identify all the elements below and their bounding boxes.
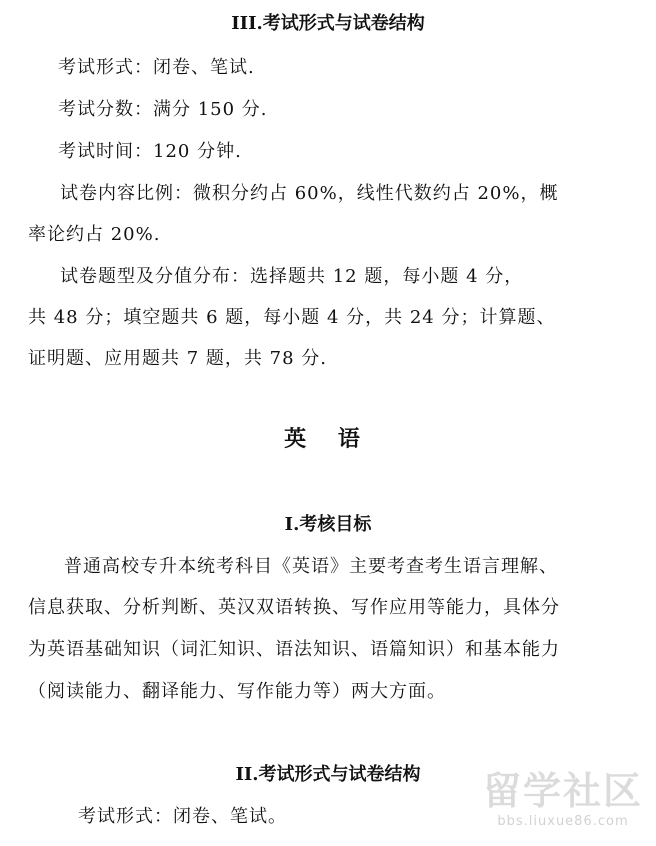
section-eng-1-title: I.考核目标: [284, 514, 372, 535]
section-eng-2-title: II.考试形式与试卷结构: [235, 764, 421, 785]
watermark-logo-text: 留学社区: [482, 769, 643, 813]
section-math-3-title: III.考试形式与试卷结构: [231, 13, 425, 34]
math-exam-time: 考试时间：120 分钟.: [58, 141, 242, 162]
math-question-types-line2: 共 48 分；填空题共 6 题，每小题 4 分，共 24 分；计算题、: [28, 307, 556, 328]
eng-objective-line3: 为英语基础知识（词汇知识、语法知识、语篇知识）和基本能力: [28, 639, 560, 660]
math-question-types-line1: 试卷题型及分值分布：选择题共 12 题，每小题 4 分，: [60, 266, 524, 287]
eng-exam-format: 考试形式：闭卷、笔试。: [78, 806, 287, 827]
math-content-ratio-line1: 试卷内容比例：微积分约占 60%，线性代数约占 20%，概: [60, 183, 559, 204]
eng-objective-line1: 普通高校专升本统考科目《英语》主要考查考生语言理解、: [64, 556, 558, 577]
watermark-url: bbs.liuxue86.com: [497, 814, 629, 829]
watermark: [478, 768, 648, 838]
math-content-ratio-line2: 率论约占 20%.: [28, 224, 161, 245]
math-question-types-line3: 证明题、应用题共 7 题，共 78 分.: [28, 348, 327, 369]
math-exam-format: 考试形式：闭卷、笔试.: [58, 57, 255, 78]
subject-title-english: 英 语: [284, 426, 372, 452]
eng-objective-line2: 信息获取、分析判断、英汉双语转换、写作应用等能力，具体分: [28, 597, 560, 618]
math-exam-score: 考试分数：满分 150 分.: [58, 99, 268, 120]
eng-objective-line4: （阅读能力、翻译能力、写作能力等）两大方面。: [28, 681, 446, 702]
